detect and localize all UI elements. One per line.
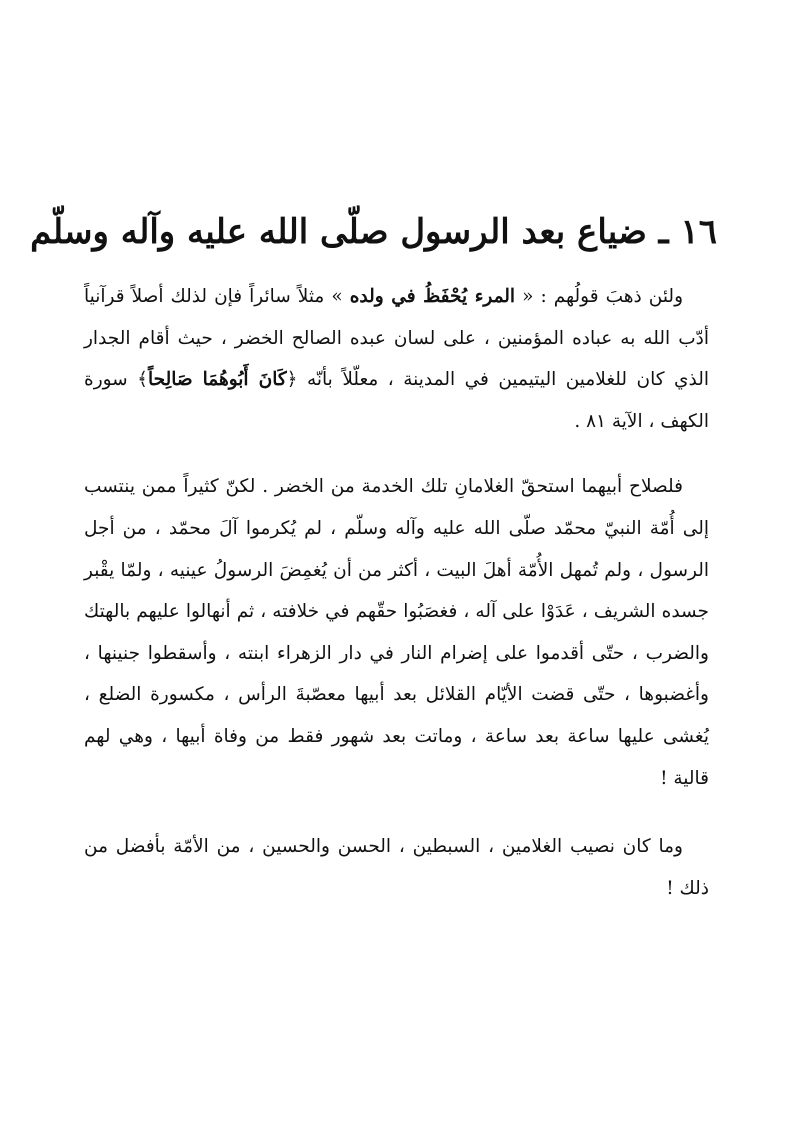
body-text xyxy=(84,276,709,909)
paragraph-2 xyxy=(84,466,709,799)
paragraph-3-text: وما كان نصيب الغلامين ، السبطين ، الحسن والحسين ، من الأمّة بأفضل من ذلك ! xyxy=(84,836,709,899)
paragraph-3 xyxy=(84,826,709,909)
paragraph-1 xyxy=(84,276,709,442)
paragraph-1-intro: ولئن ذهبَ قولُهم : « xyxy=(522,286,684,307)
section-title: ١٦ ـ ضياع بعد الرسول صلّى الله عليه وآله وسلّم xyxy=(30,212,717,252)
paragraph-1-middle: » مثلاً سائراً فإن لذلك أصلاً قرآنياً أدّب الله به عباده المؤمنين ، على لسان عبده الصالح الخضر ، حيث أقام الجدار الذي كان للغلامين اليتيمين في المدينة ، معلّلاً بأنّه ﴿ xyxy=(84,286,709,391)
paragraph-1-end: ﴾ سورة الكهف ، الآية ٨١ . xyxy=(84,369,709,432)
quran-verse-quote: كَانَ أَبُوهُمَا صَالِحاً xyxy=(148,369,287,391)
proverb-quote: المرء يُحْفَظُ في ولده xyxy=(349,286,516,307)
paragraph-2-text: فلصلاح أبيهما استحقّ الغلامانِ تلك الخدمة من الخضر . لكنّ كثيراً ممن ينتسب إلى أُمّة النبيّ محمّد صلّى الله عليه وآله وسلّم ، لم يُكرموا آلَ محمّد ، من أجل الرسول ، ولم تُمهل الأُمّة أهلَ البيت ، أكثر من أن يُغمِضَ الرسولُ عينيه ، ولمّا يقْبر جسده الشريف ، عَدَوْا على آله ، فغصَبُوا حقّهم في خلافته ، ثم أنهالوا عليهم بالهتك والضرب ، حتّى أقدموا على إضرام النار في دار الزهراء ابنته ، وأسقطوا جنينها ، وأغضبوها ، حتّى قضت الأيّام القلائل بعد أبيها معصّبةَ الرأس ، مكسورة الضلع ، يُغشى عليها ساعة بعد ساعة ، وماتت بعد شهور فقط من وفاة أبيها ، وهي لهم قالية ! xyxy=(84,476,709,789)
